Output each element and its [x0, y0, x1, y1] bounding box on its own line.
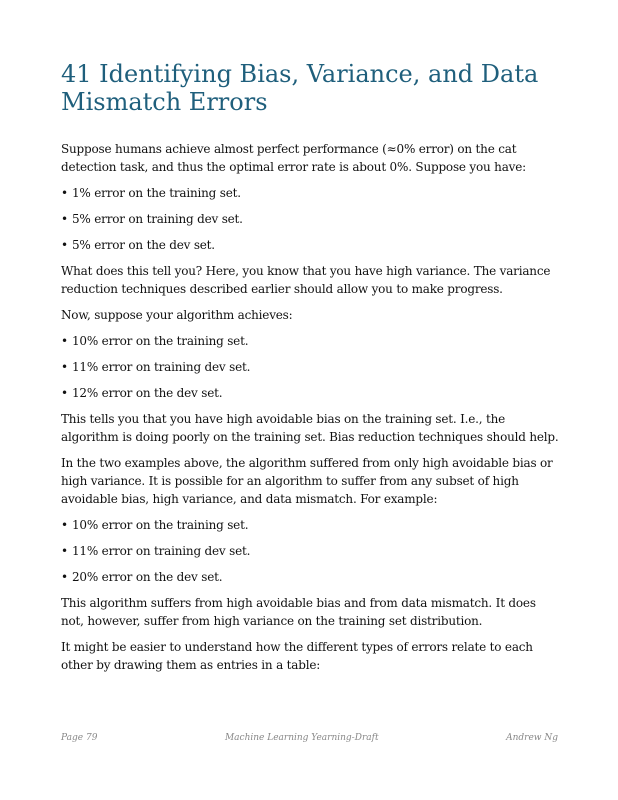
paragraph-suppose: Now, suppose your algorithm achieves:: [61, 308, 293, 322]
error-list-2: [61, 332, 561, 402]
paragraph-bias: This tells you that you have high avoidable bias on the training set. I.e., the algorithm is doing poorly on the training set. Bias reduction techniques should help.: [61, 412, 559, 444]
author-name: Andrew Ng: [506, 733, 558, 743]
list-item: • 1% error on the training set.: [61, 186, 241, 200]
paragraph-mismatch: This algorithm suffers from high avoidable bias and from data mismatch. It does not, however, suffer from high variance on the training set distribution.: [61, 596, 536, 628]
bullet-icon: •: [61, 186, 68, 200]
paragraph-variance: What does this tell you? Here, you know that you have high variance. The variance reduction techniques described earlier should allow you to make progress.: [61, 264, 551, 296]
list-item: • 5% error on the dev set.: [61, 238, 215, 252]
page-number: Page 79: [61, 733, 98, 743]
error-list-3: [61, 516, 561, 586]
list-item: • 10% error on the training set.: [61, 518, 249, 532]
bullet-icon: •: [61, 386, 68, 400]
list-item: • 20% error on the dev set.: [61, 570, 223, 584]
paragraph-table-intro: It might be easier to understand how the different types of errors relate to each other by drawing them as entries in a table:: [61, 640, 533, 672]
list-item: • 10% error on the training set.: [61, 334, 249, 348]
bullet-icon: •: [61, 238, 68, 252]
list-item: • 5% error on training dev set.: [61, 212, 243, 226]
bullet-icon: •: [61, 544, 68, 558]
section-heading: 41 Identifying Bias, Variance, and Data Mismatch Errors: [61, 60, 539, 116]
bullet-icon: •: [61, 212, 68, 226]
bullet-icon: •: [61, 570, 68, 584]
paragraph-examples: In the two examples above, the algorithm suffered from only high avoidable bias or high variance. It is possible for an algorithm to suffer from any subset of high avoidable bias, high variance, and data mismatch. For example:: [61, 456, 553, 506]
list-item: • 12% error on the dev set.: [61, 386, 223, 400]
paragraph-intro: Suppose humans achieve almost perfect performance (≈0% error) on the cat detection task, and thus the optimal error rate is about 0%. Suppose you have:: [61, 142, 526, 174]
page-content: [61, 60, 561, 682]
book-title: Machine Learning Yearning-Draft: [224, 733, 379, 743]
error-list-1: [61, 184, 561, 254]
bullet-icon: •: [61, 360, 68, 374]
list-item: • 11% error on training dev set.: [61, 360, 251, 374]
page-footer: [61, 733, 558, 743]
bullet-icon: •: [61, 334, 68, 348]
list-item: • 11% error on training dev set.: [61, 544, 251, 558]
bullet-icon: •: [61, 518, 68, 532]
